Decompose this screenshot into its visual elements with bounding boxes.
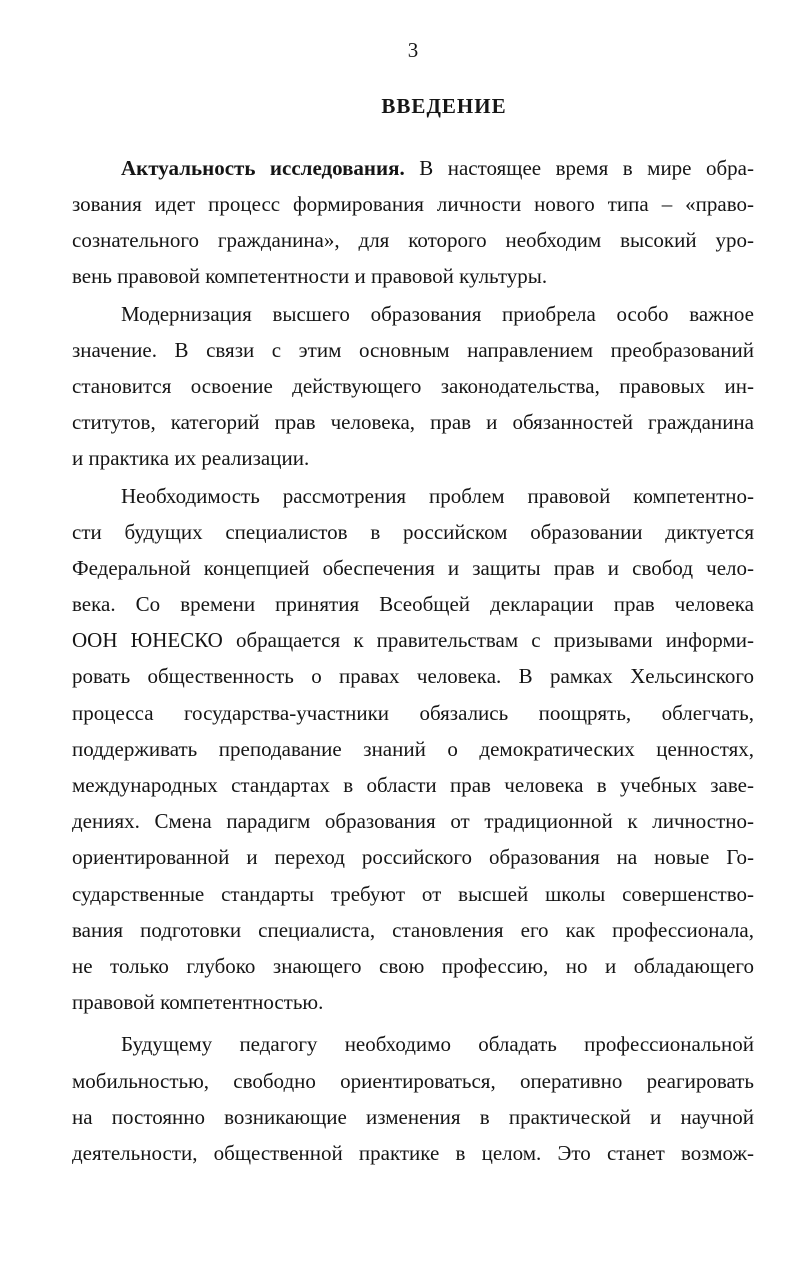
paragraph-2-line-3: становится освоение действующего законодательства, правовых ин- bbox=[72, 374, 754, 398]
paragraph-1-line-4: вень правовой компетентности и правовой культуры. bbox=[72, 264, 548, 288]
page-number: 3 bbox=[407, 38, 419, 62]
paragraph-3-line-7: процесса государства-участники обязались поощрять, облегчать, bbox=[72, 701, 754, 725]
paragraph-2-line-5: и практика их реализации. bbox=[72, 446, 310, 470]
paragraph-3-line-5: ООН ЮНЕСКО обращается к правительствам с призывами информи- bbox=[72, 628, 754, 652]
paragraph-3-line-11: ориентированной и переход российского образования на новые Го- bbox=[72, 845, 754, 869]
paragraph-3-line-12: сударственные стандарты требуют от высшей школы совершенство- bbox=[72, 882, 754, 906]
paragraph-4-line-3: на постоянно возникающие изменения в практической и научной bbox=[72, 1105, 754, 1129]
paragraph-4-line-4: деятельности, общественной практике в целом. Это станет возмож- bbox=[72, 1141, 754, 1165]
paragraph-3-line-8: поддерживать преподавание знаний о демократических ценностях, bbox=[72, 737, 754, 761]
paragraph-3-line-6: ровать общественность о правах человека. В рамках Хельсинского bbox=[72, 664, 754, 688]
paragraph-4-line-2: мобильностью, свободно ориентироваться, оперативно реагировать bbox=[72, 1069, 754, 1093]
paragraph-3-line-13: вания подготовки специалиста, становления его как профессионала, bbox=[72, 918, 754, 942]
paragraph-1-line-2: зования идет процесс формирования личности нового типа – «право- bbox=[72, 192, 754, 216]
paragraph-3-line-4: века. Со времени принятия Всеобщей декларации прав человека bbox=[72, 592, 754, 616]
text-span: В настоящее время в мире обра- bbox=[404, 156, 754, 180]
paragraph-3-line-10: дениях. Смена парадигм образования от традиционной к личностно- bbox=[72, 809, 754, 833]
paragraph-1-line-3: сознательного гражданина», для которого необходим высокий уро- bbox=[72, 228, 754, 252]
paragraph-4-line-1: Будущему педагогу необходимо обладать профессиональной bbox=[121, 1032, 754, 1056]
section-heading: ВВЕДЕНИЕ bbox=[381, 94, 507, 118]
paragraph-2-line-4: ститутов, категорий прав человека, прав и обязанностей гражданина bbox=[72, 410, 754, 434]
paragraph-3-line-15: правовой компетентностью. bbox=[72, 990, 324, 1014]
lead-phrase: Актуальность исследования. bbox=[121, 156, 405, 180]
paragraph-3-line-2: сти будущих специалистов в российском образовании диктуется bbox=[72, 520, 754, 544]
paragraph-3-line-9: международных стандартах в области прав человека в учебных заве- bbox=[72, 773, 754, 797]
paragraph-3-line-14: не только глубоко знающего свою профессию, но и обладающего bbox=[72, 954, 754, 978]
paragraph-3-line-3: Федеральной концепцией обеспечения и защиты прав и свобод чело- bbox=[72, 556, 754, 580]
paragraph-2-line-2: значение. В связи с этим основным направлением преобразований bbox=[72, 338, 754, 362]
paragraph-2-line-1: Модернизация высшего образования приобрела особо важное bbox=[121, 302, 754, 326]
paragraph-3-line-1: Необходимость рассмотрения проблем правовой компетентно- bbox=[121, 484, 754, 508]
paragraph-1-line-1 bbox=[121, 150, 754, 186]
